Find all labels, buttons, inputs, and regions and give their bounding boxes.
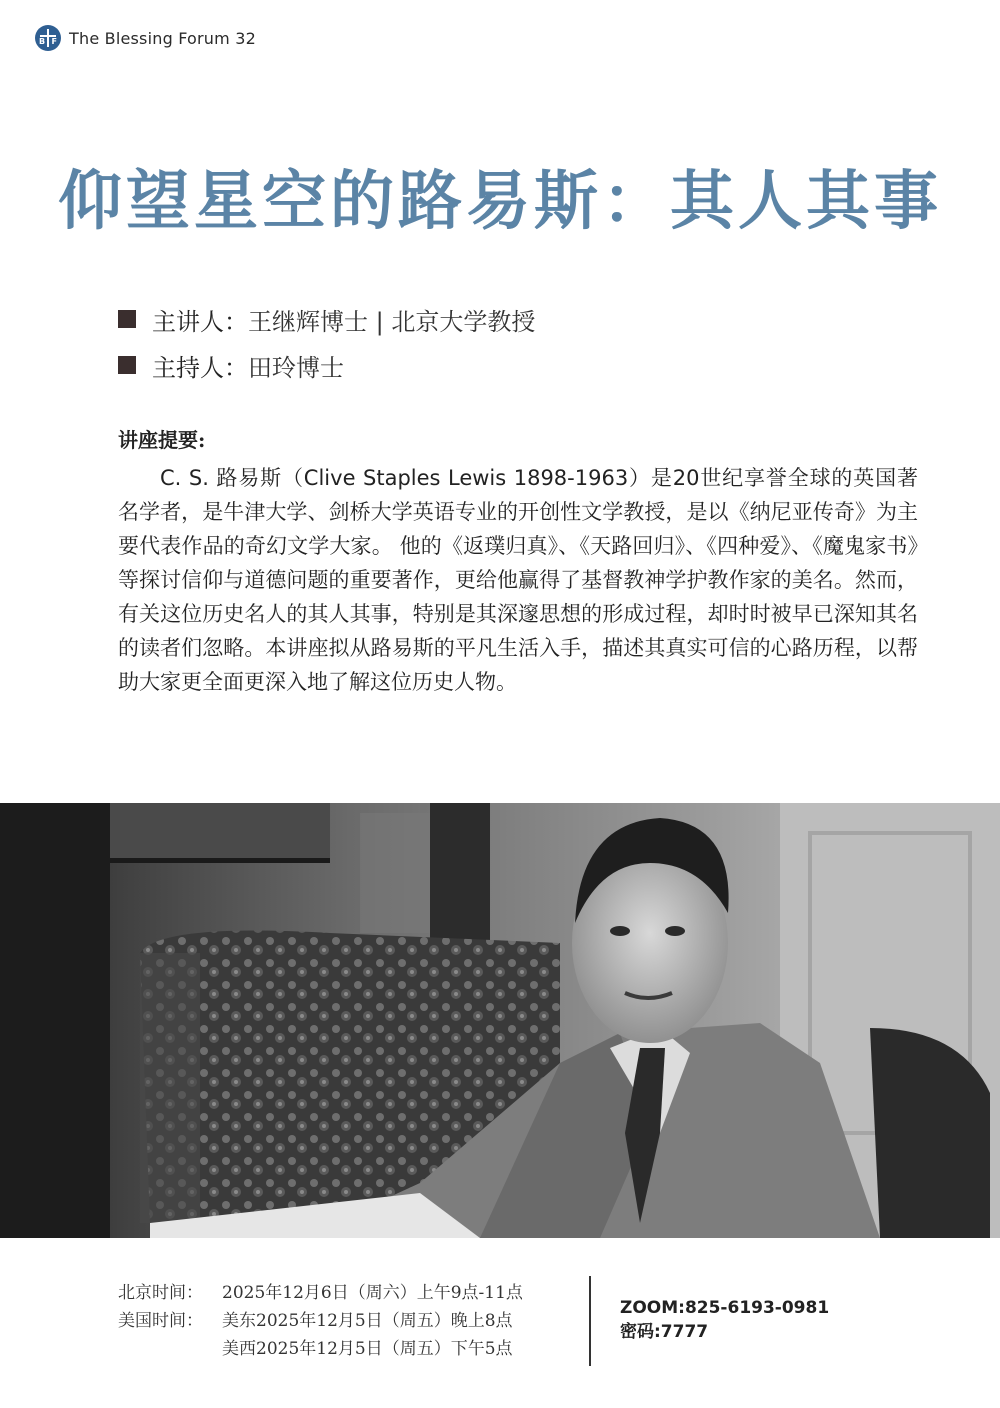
header-brand xyxy=(35,25,256,51)
page-title: 仰望星空的路易斯：其人其事 xyxy=(58,165,942,239)
summary-heading: 讲座提要: xyxy=(118,428,206,452)
bullet-square-icon xyxy=(118,310,136,328)
host-label: 主持人： xyxy=(152,353,248,382)
speaker-label: 主讲人： xyxy=(152,307,248,336)
speaker-value: 王继辉博士 | 北京大学教授 xyxy=(248,307,536,336)
zoom-info xyxy=(620,1296,829,1344)
us-east-time-value: 美东2025年12月5日（周五）晚上8点 xyxy=(222,1310,513,1331)
beijing-time-value: 2025年12月6日（周六）上午9点-11点 xyxy=(222,1282,523,1303)
host-row xyxy=(118,342,535,388)
schedule-block xyxy=(118,1276,523,1360)
us-west-time-row xyxy=(118,1332,523,1360)
summary-text: C. S. 路易斯（Clive Staples Lewis 1898-1963）是20世纪享誉全球的英国著名学者，是牛津大学、剑桥大学英语专业的开创性文学教授，是以《纳尼亚传奇》为主要代表作品的奇幻文学大家。 他的《返璞归真》、《天路回归》、《四种爱》、《魔鬼家书》等探讨信仰与道德问题的重要著作，更给他赢得了基督教神学护教作家的美名。然而，有关这位历史名人的其人其事，特别是其深邃思想的形成过程，却时时被早已深知其名的读者们忽略。本讲座拟从路易斯的平凡生活入手，描述其真实可信的心路历程，以帮助大家更全面更深入地了解这位历史人物。 xyxy=(118,466,918,694)
speaker-info xyxy=(118,296,535,388)
brand-text: The Blessing Forum 32 xyxy=(69,28,256,48)
zoom-id[interactable]: ZOOM:825-6193-0981 xyxy=(620,1298,830,1318)
host-value: 田玲博士 xyxy=(248,353,344,382)
beijing-time-label: 北京时间： xyxy=(118,1282,203,1303)
bullet-square-icon xyxy=(118,356,136,374)
logo-letter-right: F xyxy=(51,37,57,46)
us-east-time-row xyxy=(118,1304,523,1332)
speaker-row xyxy=(118,296,535,342)
beijing-time-row xyxy=(118,1276,523,1304)
logo-letter-left: B xyxy=(39,37,46,46)
portrait-illustration xyxy=(0,803,1000,1238)
forum-logo-icon xyxy=(35,25,61,51)
us-time-label: 美国时间： xyxy=(118,1310,203,1331)
vertical-divider xyxy=(589,1276,591,1366)
us-west-time-value: 美西2025年12月5日（周五）下午5点 xyxy=(222,1338,513,1359)
portrait-photo xyxy=(0,803,1000,1238)
zoom-password: 密码:7777 xyxy=(620,1322,709,1342)
